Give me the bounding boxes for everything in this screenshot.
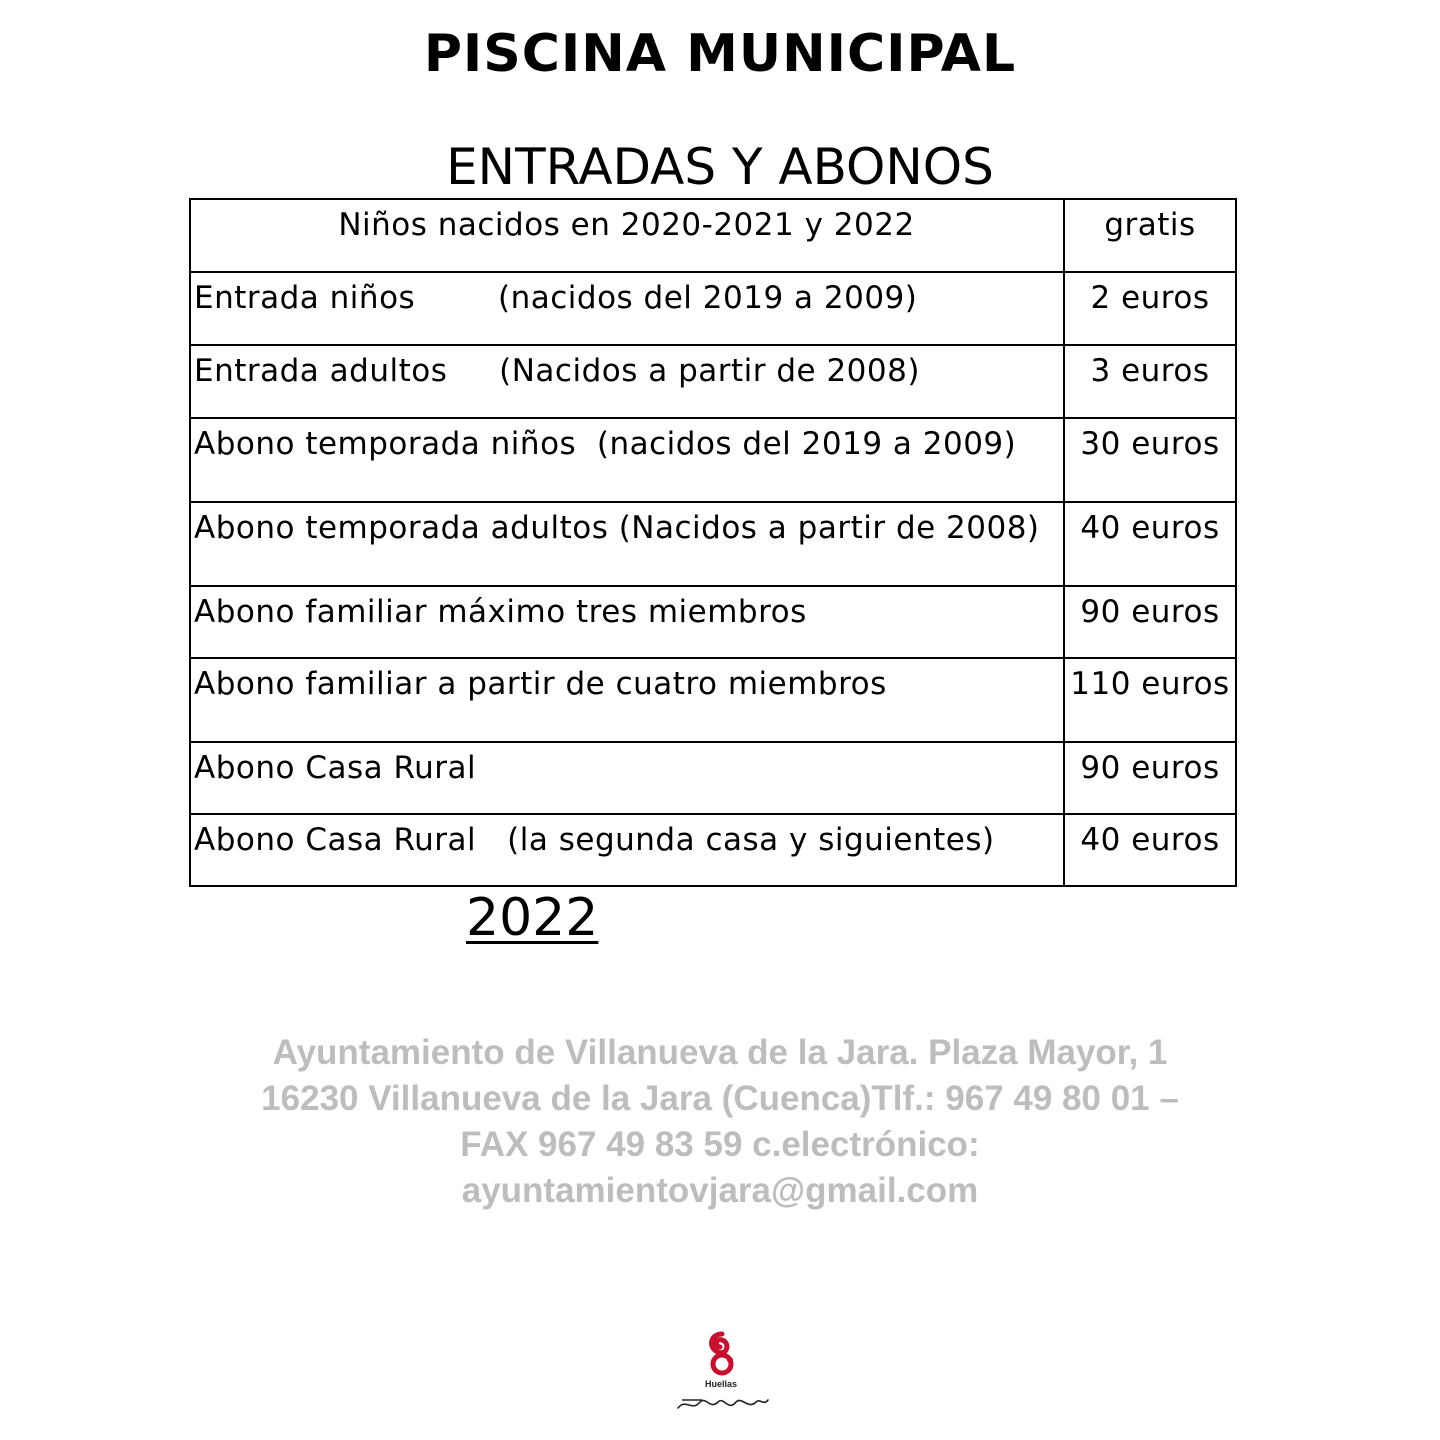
- footer-line: 16230 Villanueva de la Jara (Cuenca)Tlf.: 967 49 80 01 –: [261, 1079, 1179, 1118]
- table-row: [190, 658, 1236, 742]
- row-price: 90 euros: [1064, 742, 1236, 814]
- table-row: [190, 418, 1236, 502]
- table-row: [190, 272, 1236, 345]
- row-price: 2 euros: [1064, 272, 1236, 345]
- row-price: 90 euros: [1064, 586, 1236, 658]
- table-row: [190, 586, 1236, 658]
- row-price: 3 euros: [1064, 345, 1236, 418]
- table-row: [190, 814, 1236, 886]
- footer-line: FAX 967 49 83 59 c.electrónico:: [460, 1125, 980, 1164]
- row-label: Abono temporada adultos (Nacidos a partir de 2008): [190, 502, 1064, 586]
- table-row: [190, 502, 1236, 586]
- row-price: gratis: [1064, 199, 1236, 272]
- table-row: [190, 742, 1236, 814]
- footer-line: ayuntamientovjara@gmail.com: [461, 1171, 979, 1210]
- row-label: Abono familiar máximo tres miembros: [190, 586, 1064, 658]
- footer-line: Ayuntamiento de Villanueva de la Jara. Plaza Mayor, 1: [272, 1033, 1168, 1072]
- price-table: [189, 198, 1237, 887]
- row-label: Abono Casa Rural: [190, 742, 1064, 814]
- row-label: Entrada adultos (Nacidos a partir de 2008): [190, 345, 1064, 418]
- table-row: [190, 345, 1236, 418]
- page-subtitle: ENTRADAS Y ABONOS: [446, 138, 994, 196]
- row-price: 110 euros: [1064, 658, 1236, 742]
- huellas-logo-icon: [672, 1328, 772, 1418]
- logo-caption: Huellas: [704, 1379, 737, 1389]
- row-label: Abono Casa Rural (la segunda casa y siguientes): [190, 814, 1064, 886]
- year-label: 2022: [466, 888, 599, 948]
- table-row: [190, 199, 1236, 272]
- row-label: Abono familiar a partir de cuatro miembros: [190, 658, 1064, 742]
- row-label: Entrada niños (nacidos del 2019 a 2009): [190, 272, 1064, 345]
- row-price: 40 euros: [1064, 502, 1236, 586]
- footer-contact: [170, 1030, 1270, 1214]
- row-price: 30 euros: [1064, 418, 1236, 502]
- row-label: Niños nacidos en 2020-2021 y 2022: [190, 199, 1064, 272]
- page-title: PISCINA MUNICIPAL: [423, 24, 1017, 84]
- row-label: Abono temporada niños (nacidos del 2019 a 2009): [190, 418, 1064, 502]
- row-price: 40 euros: [1064, 814, 1236, 886]
